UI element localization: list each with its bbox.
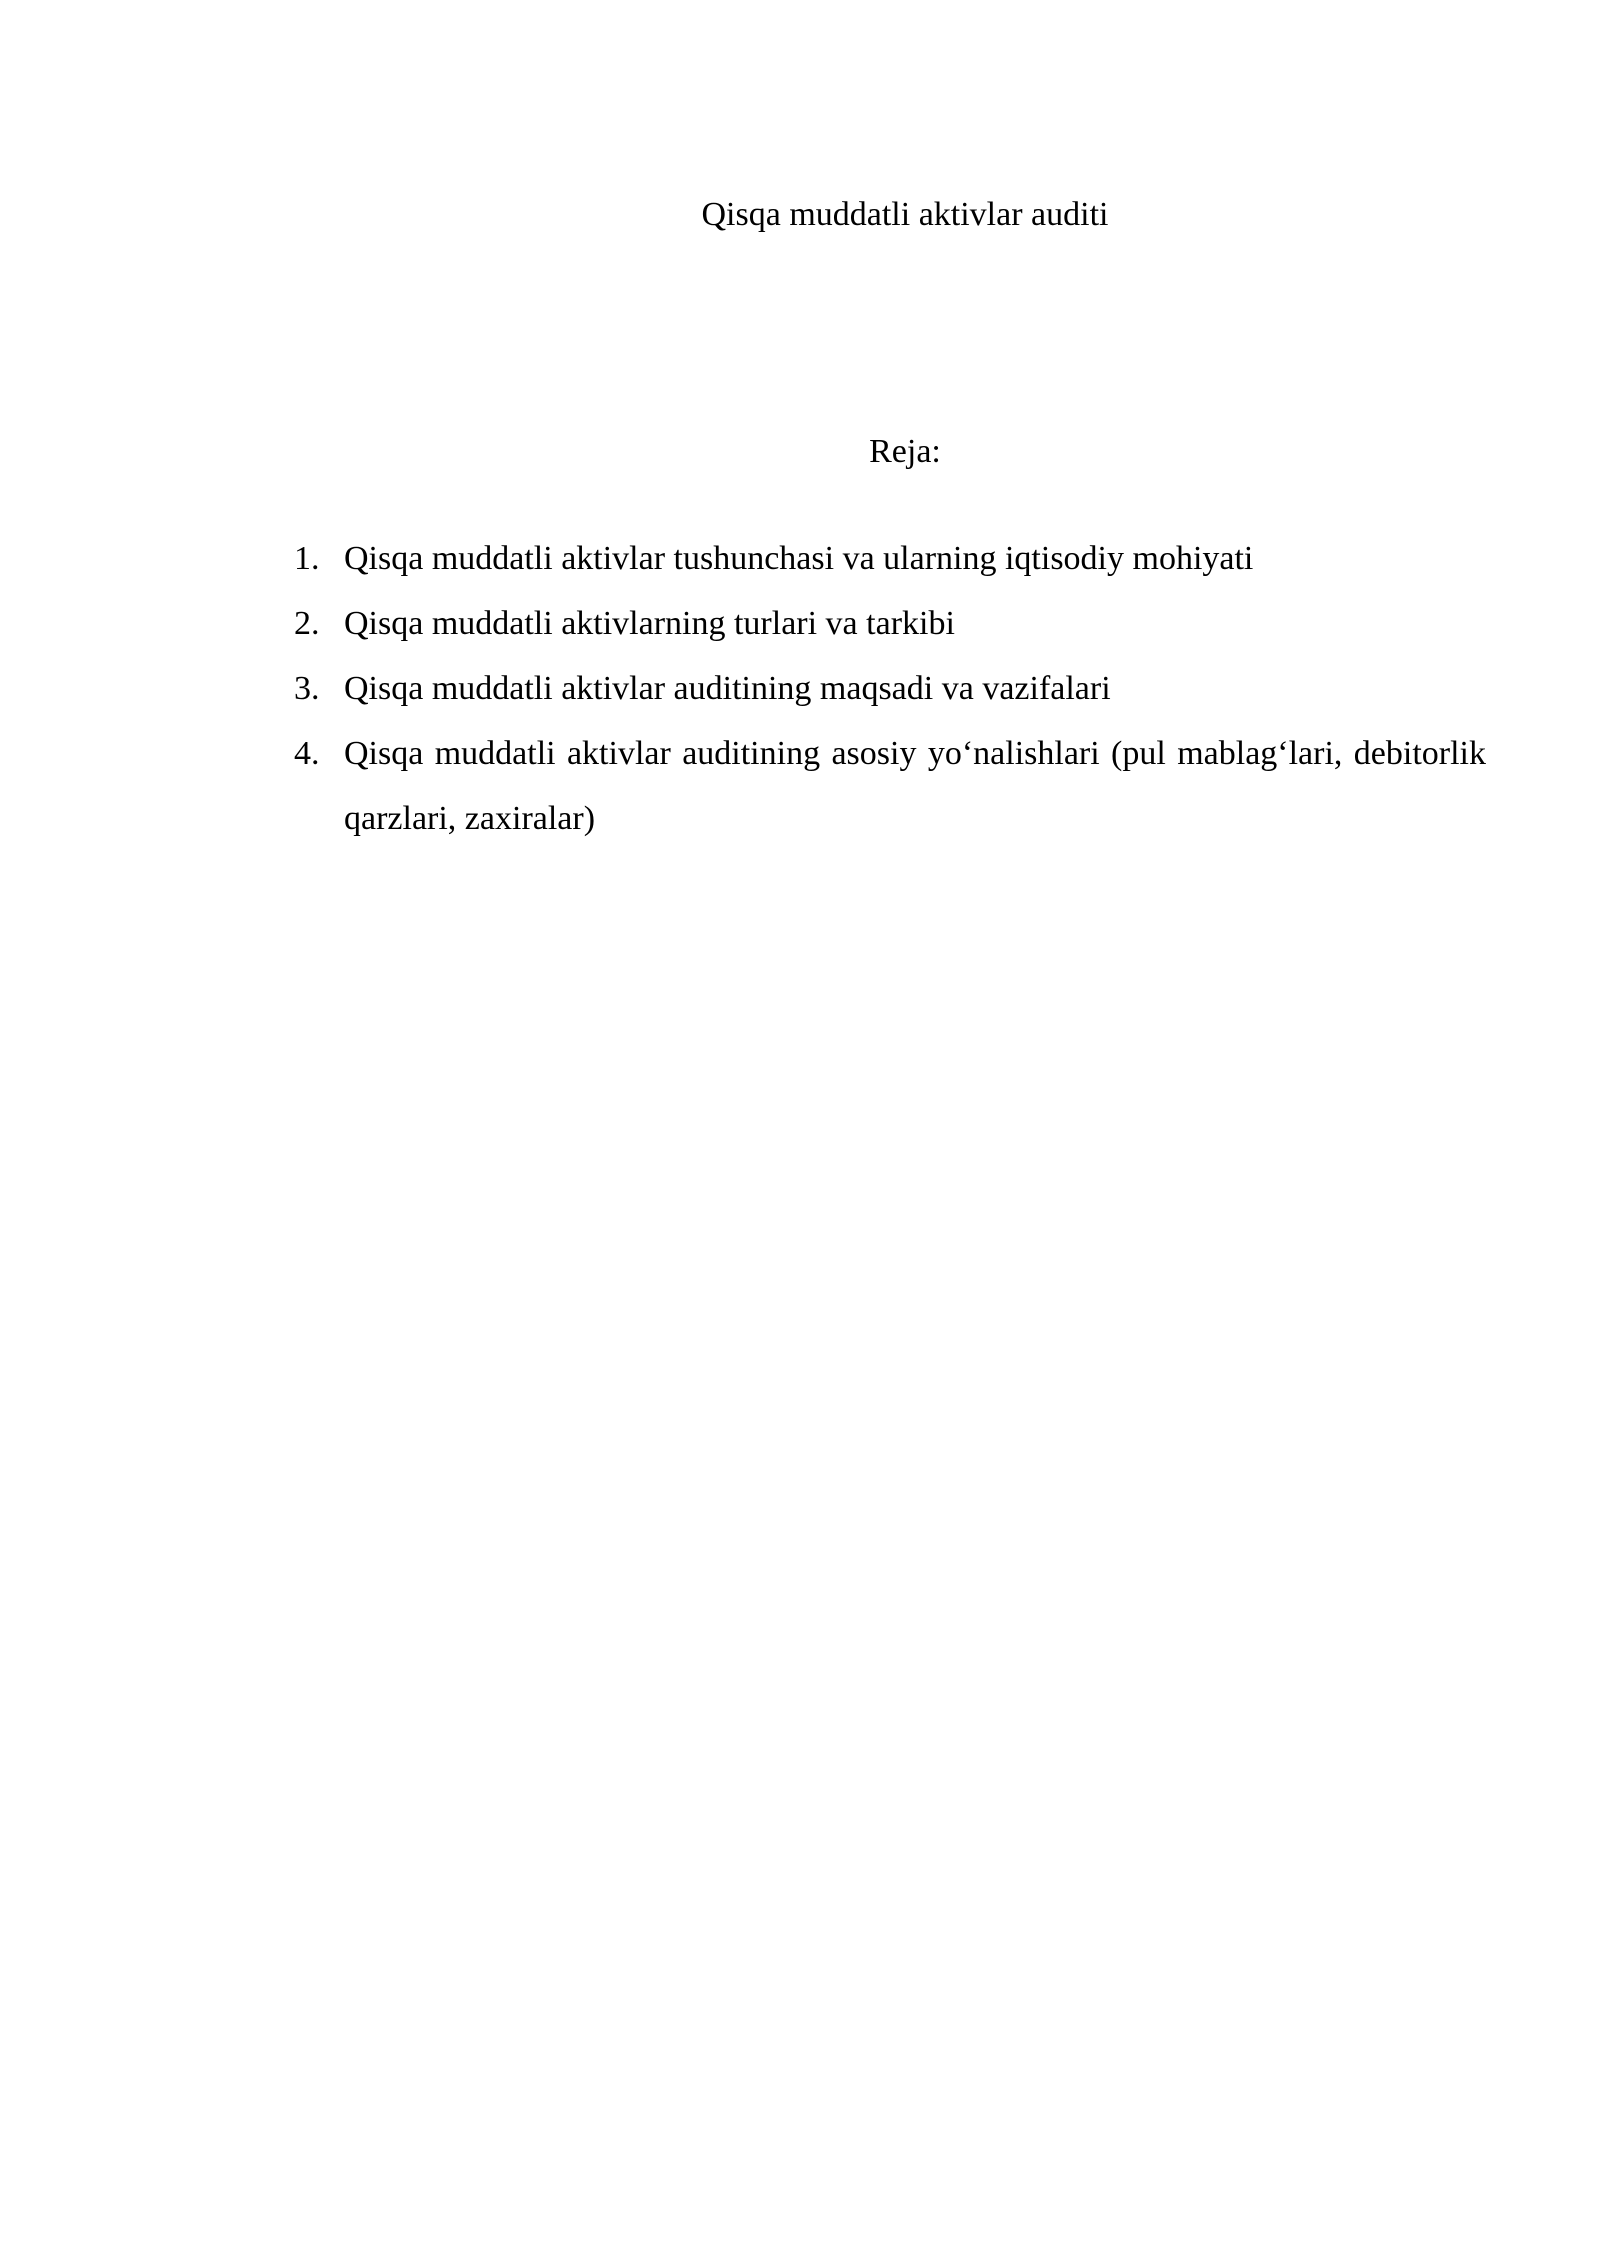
list-item-number: 3. xyxy=(294,670,320,707)
list-item-text: Qisqa muddatli aktivlar auditining asosiy yo‘nalishlari (pul mablag‘lari, debitorlik qarzlari, zaxiralar) xyxy=(344,735,1486,837)
plan-heading-text: Reja: xyxy=(869,433,941,470)
page-title xyxy=(345,196,1465,234)
list-item-number: 4. xyxy=(294,735,320,772)
list-item-text: Qisqa muddatli aktivlarning turlari va tarkibi xyxy=(344,605,955,642)
page-title-text: Qisqa muddatli aktivlar auditi xyxy=(701,196,1109,233)
list-item-text: Qisqa muddatli aktivlar auditining maqsadi va vazifalari xyxy=(344,670,1111,707)
list-item-number: 2. xyxy=(294,605,320,642)
plan-heading xyxy=(345,424,1465,480)
list-item xyxy=(294,591,1486,656)
list-item-text: Qisqa muddatli aktivlar tushunchasi va ularning iqtisodiy mohiyati xyxy=(344,540,1254,577)
list-item xyxy=(294,721,1486,851)
list-item xyxy=(294,656,1486,721)
list-item-number: 1. xyxy=(294,540,320,577)
list-item xyxy=(294,526,1486,591)
plan-list xyxy=(294,526,1486,851)
